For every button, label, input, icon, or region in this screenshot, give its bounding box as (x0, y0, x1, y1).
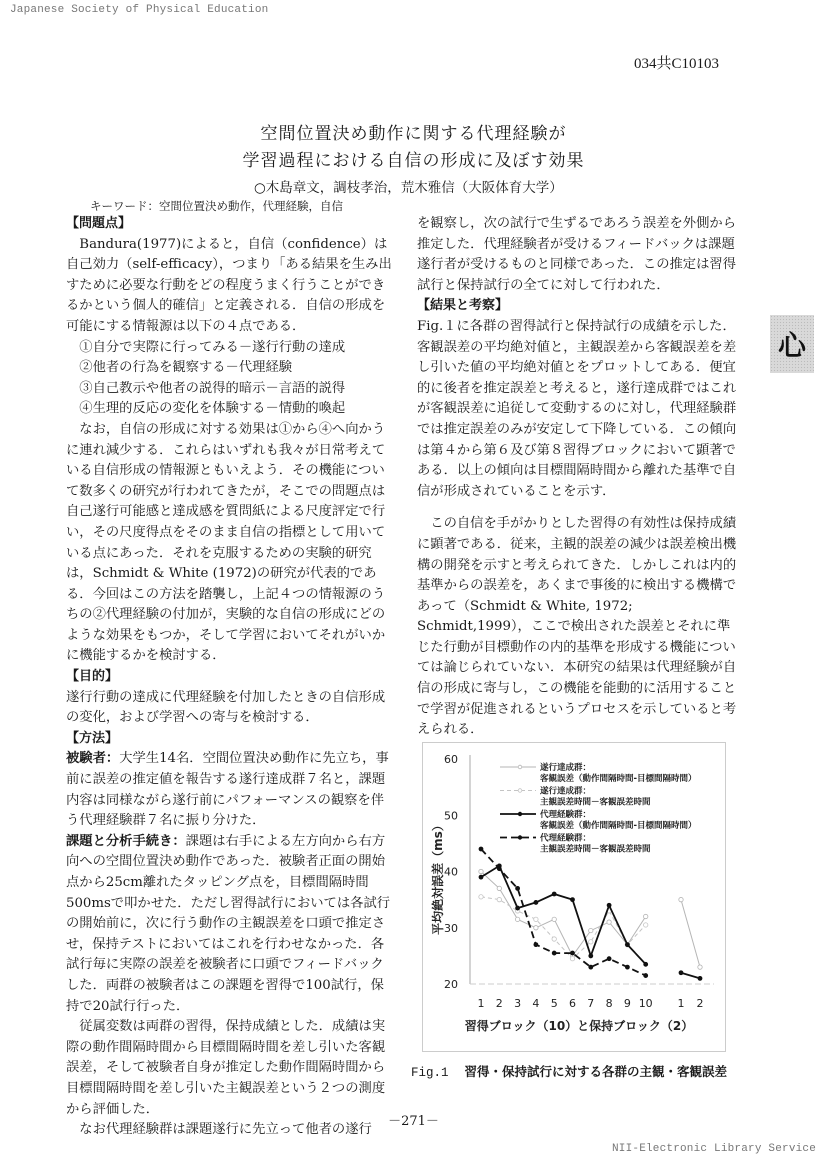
purpose-heading: 【目的】 (66, 669, 119, 685)
data-point (571, 951, 575, 955)
data-point (625, 943, 629, 947)
paper-title-line1: 空間位置決め動作に関する代理経験が (260, 124, 567, 144)
data-point (625, 965, 629, 969)
data-point (479, 869, 483, 873)
results-paragraph-2: この自信を手がかりとした習得の有効性は保持成績に顕著である．従来，主観的誤差の減少は誤差検出機構の開発を示すと考えられてきた．しかしこれは内的基準からの誤差を，あくまで事後的に検出する機構であって（Schmidt & White, 1972; Schmidt,1999），ここで検出された誤差とそれに準じた行動が目標動作の内的基準を形成する機能については論じられていない．本研究の結果は代理経験が自信の形成に寄与し，この機能を能動的に活用することで学習が促進されるというプロセスを示していると考えられる． (417, 516, 737, 738)
subjects-paragraph (66, 749, 392, 831)
section-tab-psychology: 心 (770, 315, 814, 373)
data-point (644, 962, 648, 966)
data-point (644, 974, 648, 978)
data-point (552, 892, 556, 896)
y-tick-label: 40 (444, 865, 458, 879)
x-tick-label-acquisition: 7 (587, 997, 595, 1010)
y-axis-label: 平均絶対誤差（ms） (431, 819, 445, 935)
society-header: Japanese Society of Physical Education (10, 4, 269, 16)
legend-label-group: 代理経験群： (540, 833, 592, 844)
series-line-acquisition (481, 849, 646, 976)
subjects-label: 被験者： (66, 751, 120, 767)
data-point (534, 926, 538, 930)
vicarious-paragraph: なお代理経験群は課題遂行に先立って他者の遂行 (79, 1122, 372, 1138)
data-point (552, 917, 556, 921)
data-point (497, 897, 501, 901)
series-3 (479, 864, 702, 981)
data-point (698, 976, 702, 980)
data-point (698, 965, 702, 969)
y-tick-label: 60 (444, 753, 458, 766)
series-4 (479, 847, 648, 978)
source-item-4: ④生理的反応の変化を体験する－情動的喚起 (79, 401, 346, 417)
data-point (479, 847, 483, 851)
series-line-acquisition (481, 872, 646, 956)
x-tick-label-acquisition: 5 (550, 997, 558, 1010)
figure-caption-text: 習得・保持試行に対する各群の主観・客観誤差 (464, 1064, 728, 1079)
x-tick-label-acquisition: 3 (514, 997, 522, 1010)
continued-paragraph: を観察し，次の試行で生ずるであろう誤差を外側から推定した．代理経験者が受けるフィードバックは課題遂行者が受けるものと同様であった．この推定は習得試行と保持試行の全てに対して行われた． (417, 216, 736, 293)
y-tick-label: 50 (444, 809, 458, 823)
data-point (644, 914, 648, 918)
results-paragraph-1: Fig.１に各群の習得試行と保持試行の成績を示した．客観誤差の平均絶対値と，主観誤差から客観誤差を差し引いた値の平均絶対値とをプロットしてある．便宜的に後者を推定誤差と考えると，遂行達成群ではこれが客観誤差に追従して変動するのに対し，代理経験群では推定誤差のみが安定して下降している．この傾向は第４から第６及び第８習得ブロックにおいて顕著である．以上の傾向は目標間隔時間から離れた基準で自信が形成されていることを示す． (417, 318, 737, 499)
dependent-variable-paragraph: 従属変数は両群の習得，保持成績とした．成績は実際の動作間隔時間から目標間隔時間を差し引いた客観誤差，そして被験者自身が推定した動作間隔時間から目標間隔時間を差し引いた主観誤差という２つの測度から評価した． (66, 1019, 386, 1117)
series-line-retention (681, 900, 700, 968)
subjects-text: 大学生14名．空間位置決め動作に先立ち，事前に誤差の推定値を報告する遂行達成群７名と，課題内容は同様ながら遂行前にパフォーマンスの観察を伴う代理経験群７名に振り分けた． (66, 751, 389, 829)
data-point (479, 895, 483, 899)
procedure-label: 課題と分析手続き： (66, 833, 186, 849)
data-point (571, 898, 575, 902)
data-point (534, 900, 538, 904)
results-heading: 【結果と考察】 (417, 298, 509, 314)
data-point (552, 937, 556, 941)
data-point (516, 906, 520, 910)
problem-paragraph-1: Bandura(1977)によると，自信（confidence）は自己効力（self-efficacy），つまり「ある結果を生み出すために必要な行動をどの程度うまく行うことができるかという個人的確信」と定義される．自信の形成を可能にする情報源は以下の４点である． (66, 236, 392, 334)
paper-code: 034共C10103 (634, 56, 720, 72)
purpose-text: 遂行行動の達成に代理経験を付加したときの自信形成の変化，および学習への寄与を検討する． (66, 689, 386, 726)
x-tick-label-retention: 1 (677, 997, 685, 1010)
data-point (644, 923, 648, 927)
right-column (417, 214, 739, 741)
legend-label-group: 遂行達成群： (540, 763, 592, 773)
data-point (589, 954, 593, 958)
data-point (479, 875, 483, 879)
x-tick-label-acquisition: 1 (477, 997, 485, 1010)
legend-label-measure: 主観誤差時間－客観誤差時間 (540, 797, 651, 808)
legend-swatch-marker (518, 836, 522, 840)
series-2 (479, 895, 648, 961)
data-point (607, 920, 611, 924)
data-point (589, 928, 593, 932)
series-line-acquisition (481, 897, 646, 959)
data-point (607, 957, 611, 961)
data-point (552, 951, 556, 955)
figure-caption (411, 1062, 727, 1080)
data-point (679, 971, 683, 975)
figure-caption-label: Fig.1 (411, 1066, 449, 1080)
x-tick-label-acquisition: 6 (569, 997, 576, 1010)
page-number: －271－ (388, 1114, 439, 1129)
x-tick-label-acquisition: 9 (623, 997, 631, 1010)
data-point (589, 965, 593, 969)
keywords: キーワード：空間位置決め動作，代理経験，自信 (90, 199, 343, 213)
x-tick-label-acquisition: 10 (638, 997, 653, 1010)
x-axis-label: 習得ブロック（10）と保持ブロック（2） (464, 1019, 694, 1033)
data-point (515, 917, 519, 921)
series-line-retention (681, 973, 700, 979)
source-item-1: ①自分で実際に行ってみる－遂行行動の達成 (79, 339, 346, 355)
problem-heading: 【問題点】 (66, 216, 132, 231)
problem-paragraph-2: なお，自信の形成に対する効果は①から④へ向かうに連れ減少する．これらはいずれも我々が日常考えている自信形成の情報源ともいえよう．その機能について数多くの研究が行われてきたが，そこでの問題点は自己遂行可能感と達成感を質問紙による尺度評定で行い，その尺度得点をそのまま自信の指標として用いている点にあった．それを克服するための実験的研究は，Schmidt & White (1972)の研究が代表的である．今回はこの方法を踏襲し，上記４つの情報源のうちの②代理経験の付加が，実験的な自信の形成にどのような効果をもつか，そして学習においてそれがいかに機能するかを検討する． (66, 421, 386, 664)
procedure-text: 課題は右手による左方向から右方向への空間位置決め動作であった．被験者正面の開始点から25cm離れたタッピング点を，目標間隔時間 500msで叩かせた．ただし習得試行においては各試行の開始前に，次に行う動作の主観誤差を口頭で推定させ，保持テストにおいてはこれを行わせなかった．各試行毎に実際の誤差を被験者に口頭でフィードバックした．両群の被験者はこの課題を習得で100試行，保持で20試行行った． (66, 833, 391, 1014)
x-tick-label-acquisition: 4 (532, 997, 540, 1010)
data-point (497, 867, 501, 871)
x-tick-label-acquisition: 8 (605, 997, 613, 1010)
nii-footer: NII-Electronic Library Service (612, 1143, 817, 1155)
legend-swatch-marker (518, 812, 522, 816)
source-item-3: ③自己教示や他者の説得的暗示－言語的説得 (79, 380, 346, 396)
legend-swatch-marker (518, 789, 522, 793)
legend-label-measure: 客観誤差（動作間隔時間-目標間隔時間） (540, 774, 697, 784)
data-point (679, 897, 683, 901)
procedure-paragraph (66, 832, 392, 1017)
legend-swatch-marker (518, 765, 522, 769)
chart-plot-area (479, 847, 702, 980)
data-point (516, 886, 520, 890)
data-point (570, 956, 574, 960)
data-point (607, 903, 611, 907)
y-tick-label: 20 (444, 978, 458, 991)
data-point (497, 886, 501, 890)
legend-label-group: 代理経験群： (540, 810, 592, 820)
paper-title-line2: 学習過程における自信の形成に及ぼす効果 (242, 151, 585, 171)
chart-legend (500, 762, 697, 855)
method-heading: 【方法】 (66, 730, 119, 746)
source-item-2: ②他者の行為を観察する－代理経験 (79, 360, 293, 376)
figure-1-chart (422, 742, 726, 1052)
data-point (589, 940, 593, 944)
y-tick-label: 30 (444, 921, 458, 935)
legend-label-group: 遂行達成群： (540, 786, 592, 797)
left-column (66, 214, 392, 1141)
authors: ○木島章文，調枝孝治，荒木雅信（大阪体育大学） (254, 180, 563, 196)
data-point (534, 917, 538, 921)
legend-label-measure: 主観誤差時間－客観誤差時間 (540, 844, 651, 855)
legend-label-measure: 客観誤差（動作間隔時間-目標間隔時間） (540, 821, 697, 831)
x-tick-label-acquisition: 2 (495, 997, 503, 1010)
x-tick-label-retention: 2 (696, 997, 704, 1010)
data-point (534, 943, 538, 947)
